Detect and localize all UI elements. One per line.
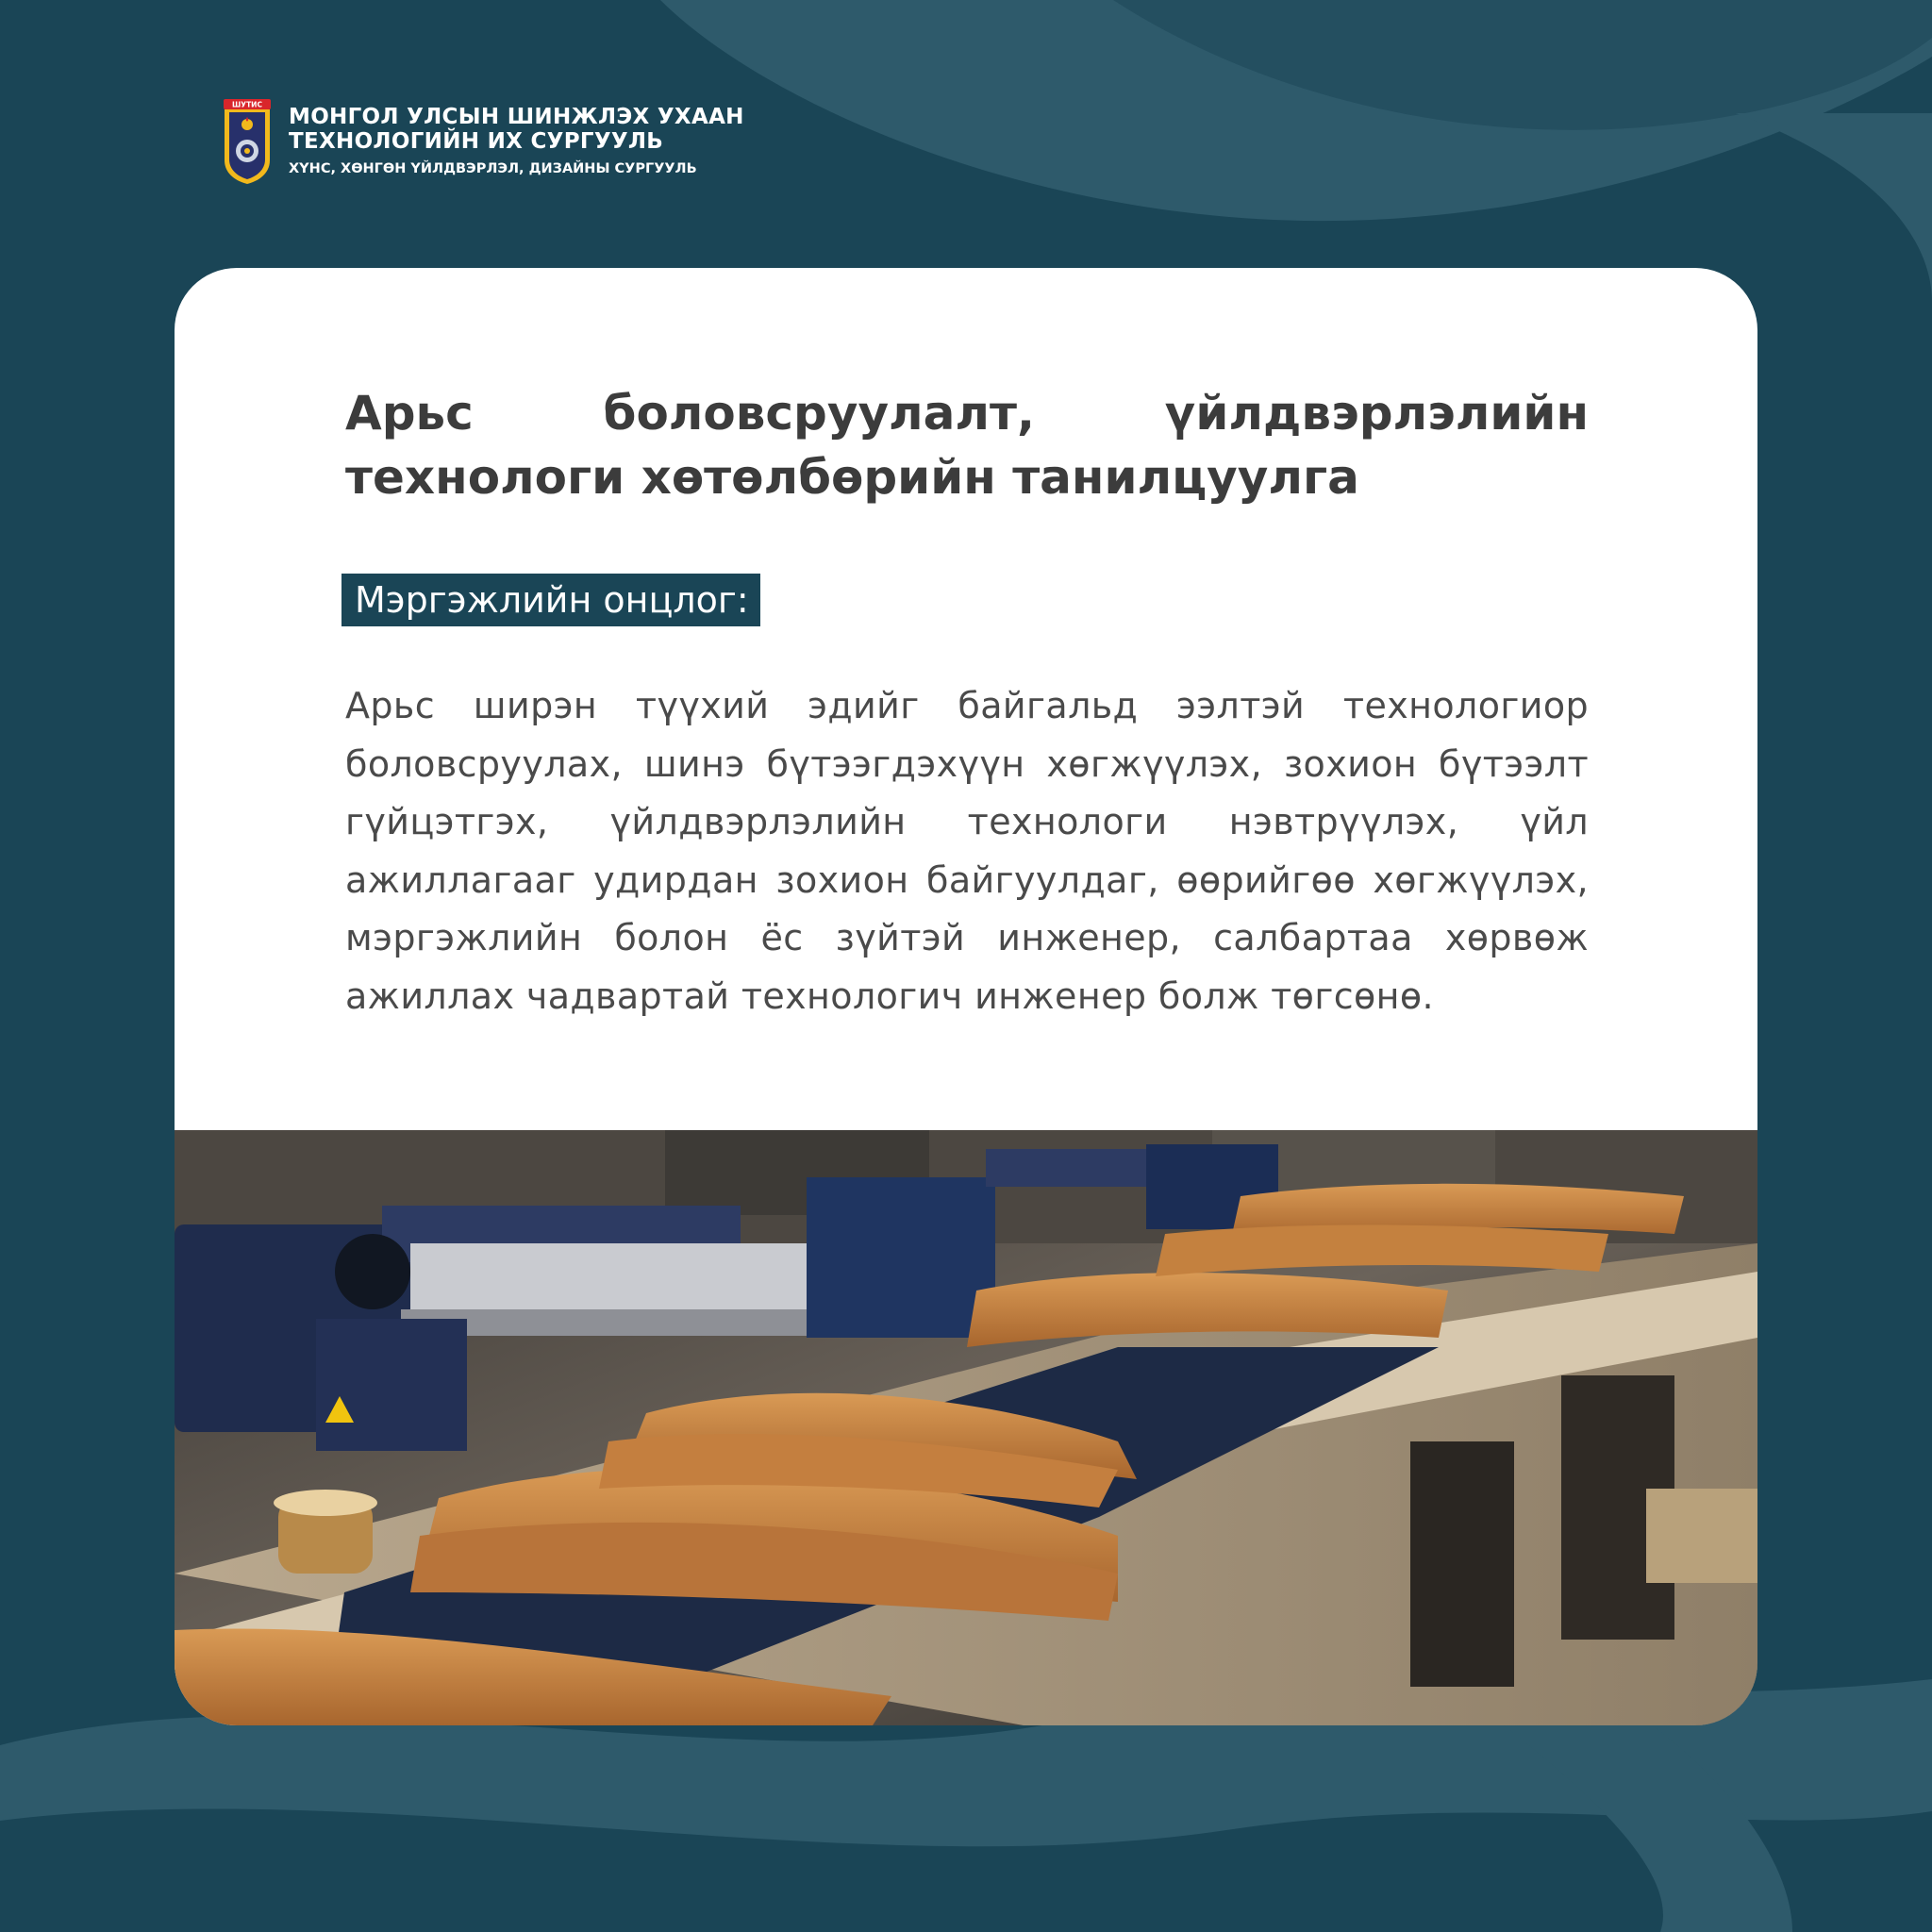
university-emblem-icon	[223, 98, 272, 185]
university-name-line2: ТЕХНОЛОГИЙН ИХ СУРГУУЛЬ	[289, 129, 664, 154]
university-name-line1: МОНГОЛ УЛСЫН ШИНЖЛЭХ УХААН	[289, 105, 744, 129]
school-name: ХҮНС, ХӨНГӨН ҮЙЛДВЭРЛЭЛ, ДИЗАЙНЫ СУРГУУЛЬ	[289, 161, 697, 176]
program-card	[175, 268, 1757, 1725]
university-header	[223, 98, 744, 185]
leather-workshop-photo	[175, 1130, 1757, 1725]
emblem-tag: ШУТИС	[232, 100, 262, 109]
program-description: Арьс ширэн түүхий эдийг байгальд ээлтэй технологиор боловсруулах, шинэ бүтээгдэхүүн хөгжүүлэх, зохион бүтээлт гүйцэтгэх, үйлдвэрлэлийн технологи нэвтрүүлэх, үйл ажиллагааг удирдан зохион байгуулдаг, өөрийгөө хөгжүүлэх, мэргэжлийн болон ёс зүйтэй инженер, салбартаа хөрвөж ажиллах чадвартай технологич инженер болж төгсөнө.	[345, 685, 1589, 1017]
section-label: Мэргэжлийн онцлог:	[341, 574, 760, 626]
program-title: Арьс боловсруулалт, үйлдвэрлэлийн технологи хөтөлбөрийн танилцуулга	[345, 386, 1589, 505]
